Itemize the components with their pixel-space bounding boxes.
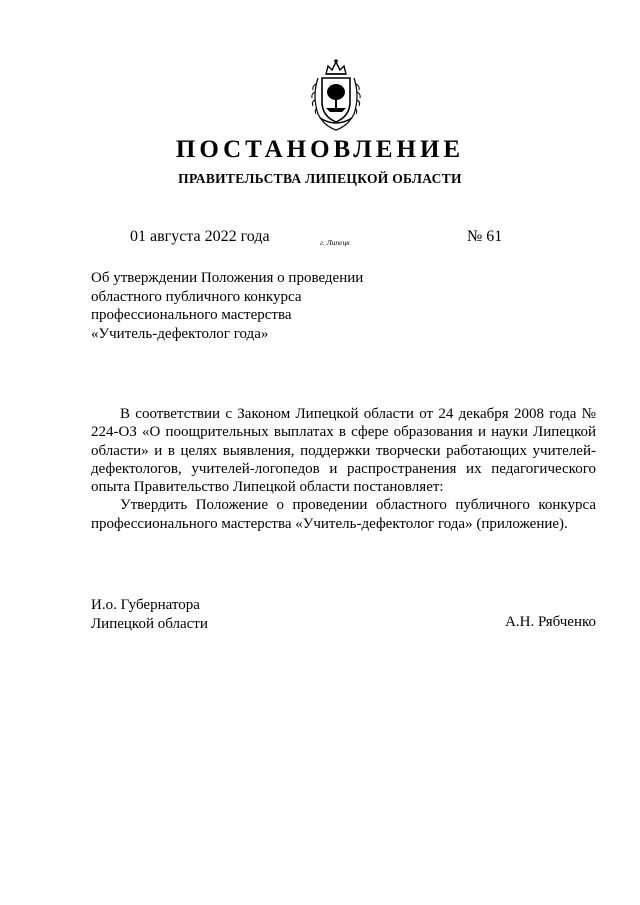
signer-name: А.Н. Рябченко (505, 614, 596, 630)
signer-position-line: Липецкой области (91, 615, 208, 632)
document-number: № 61 (467, 228, 503, 245)
subject-line: профессионального мастерства (91, 307, 292, 323)
coat-of-arms-icon (304, 56, 368, 134)
subject-line: областного публичного конкурса (91, 288, 302, 305)
subject-line: «Учитель-дефектолог года» (91, 325, 269, 342)
issuer-name: ПРАВИТЕЛЬСТВА ЛИПЕЦКОЙ ОБЛАСТИ (178, 171, 462, 186)
document-subject (91, 269, 391, 343)
subject-line: Об утверждении Положения о проведении (91, 270, 364, 286)
document-title: ПОСТАНОВЛЕНИЕ (175, 136, 465, 163)
document-body (91, 405, 596, 533)
signer-position-line: И.о. Губернатора (91, 597, 200, 613)
body-paragraph: Утвердить Положение о проведении областного публичного конкурса профессионального мастерства «Учитель-дефектолог года» (приложение). (91, 497, 596, 532)
signer-position (91, 596, 208, 633)
body-paragraph: В соответствии с Законом Липецкой области от 24 декабря 2008 года № 224-ОЗ «О поощрительных выплатах в сфере образования и науки Липецкой области» и в целях выявления, поддержки творчески работающих учителей-дефектологов, учителей-логопедов и распространения их педагогического опыта Правительство Липецкой области постановляет: (91, 406, 596, 496)
document-place: г. Липецк (320, 238, 350, 247)
document-date: 01 августа 2022 года (130, 228, 270, 245)
